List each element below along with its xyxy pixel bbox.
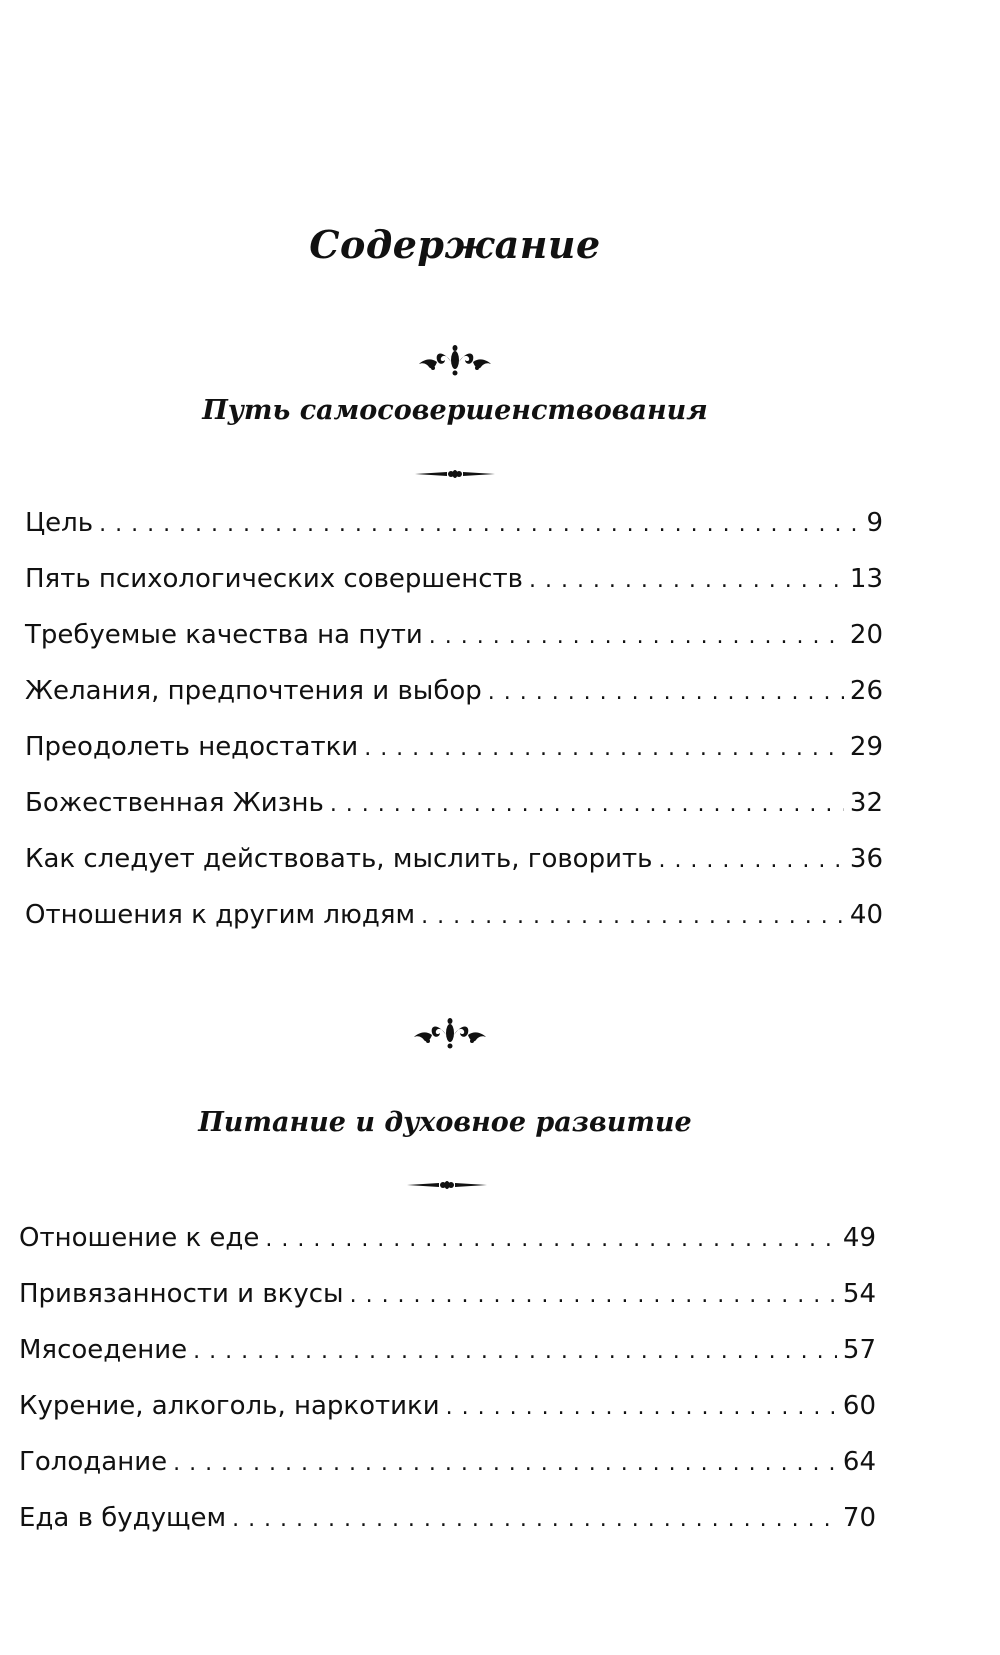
divider-ornament-icon: [415, 467, 495, 481]
toc-entry-title: Курение, алкоголь, наркотики: [19, 1391, 440, 1421]
fleuron-ornament-icon: [415, 340, 495, 380]
toc-leader-dots: [350, 1268, 837, 1324]
toc-leader-dots: [429, 609, 844, 665]
toc-entry-title: Желания, предпочтения и выбор: [25, 676, 482, 706]
toc-entry-title: Требуемые качества на пути: [25, 620, 423, 650]
toc-entry-page: 36: [849, 844, 883, 874]
toc-entry[interactable]: [25, 551, 883, 607]
toc-leader-dots: [193, 1324, 837, 1380]
toc-entry-page: 29: [849, 732, 883, 762]
toc-entry-title: Привязанности и вкусы: [19, 1279, 344, 1309]
toc-entry-title: Мясоедение: [19, 1335, 188, 1365]
section-heading-1: Путь самосовершенствования: [202, 395, 708, 426]
toc-entry-page: 20: [849, 620, 883, 650]
toc-list-section-2: [19, 1210, 876, 1546]
toc-entry-title: Цель: [25, 508, 94, 538]
toc-entry[interactable]: [19, 1210, 876, 1266]
toc-entry-title: Еда в будущем: [19, 1503, 227, 1533]
toc-entry-page: 57: [842, 1335, 876, 1365]
toc-entry-title: Преодолеть недостатки: [25, 732, 359, 762]
toc-entry-page: 70: [842, 1503, 876, 1533]
toc-leader-dots: [173, 1436, 837, 1492]
toc-entry[interactable]: [25, 719, 883, 775]
toc-entry[interactable]: [19, 1322, 876, 1378]
toc-entry-title: Голодание: [19, 1447, 168, 1477]
toc-entry[interactable]: [19, 1266, 876, 1322]
toc-leader-dots: [658, 833, 843, 889]
page-title: Содержание: [309, 222, 601, 267]
toc-entry-page: 26: [849, 676, 883, 706]
section-heading-2: Питание и духовное развитие: [198, 1107, 692, 1138]
toc-entry[interactable]: [25, 663, 883, 719]
toc-entry-page: 9: [866, 508, 883, 538]
toc-entry[interactable]: [19, 1378, 876, 1434]
divider-ornament-icon: [407, 1178, 487, 1192]
toc-entry-page: 40: [849, 900, 883, 930]
toc-entry[interactable]: [25, 775, 883, 831]
toc-entry-page: 49: [842, 1223, 876, 1253]
toc-entry-title: Отношение к еде: [19, 1223, 260, 1253]
toc-entry-title: Пять психологических совершенств: [25, 564, 523, 594]
toc-entry[interactable]: [25, 831, 883, 887]
toc-leader-dots: [446, 1380, 837, 1436]
toc-entry-page: 54: [842, 1279, 876, 1309]
toc-leader-dots: [421, 889, 844, 945]
toc-leader-dots: [330, 777, 844, 833]
toc-entry-title: Как следует действовать, мыслить, говорить: [25, 844, 653, 874]
toc-entry-page: 32: [849, 788, 883, 818]
toc-entry-page: 64: [842, 1447, 876, 1477]
toc-entry[interactable]: [25, 607, 883, 663]
toc-leader-dots: [529, 553, 844, 609]
toc-leader-dots: [364, 721, 844, 777]
toc-list-section-1: [25, 495, 883, 943]
toc-leader-dots: [488, 665, 844, 721]
toc-entry[interactable]: [25, 887, 883, 943]
fleuron-ornament-icon: [410, 1013, 490, 1053]
toc-leader-dots: [99, 497, 860, 553]
toc-entry-page: 60: [842, 1391, 876, 1421]
toc-entry-title: Божественная Жизнь: [25, 788, 324, 818]
toc-entry[interactable]: [19, 1490, 876, 1546]
toc-entry-page: 13: [849, 564, 883, 594]
toc-entry[interactable]: [19, 1434, 876, 1490]
toc-leader-dots: [265, 1212, 837, 1268]
toc-entry[interactable]: [25, 495, 883, 551]
toc-leader-dots: [232, 1492, 837, 1548]
toc-entry-title: Отношения к другим людям: [25, 900, 416, 930]
